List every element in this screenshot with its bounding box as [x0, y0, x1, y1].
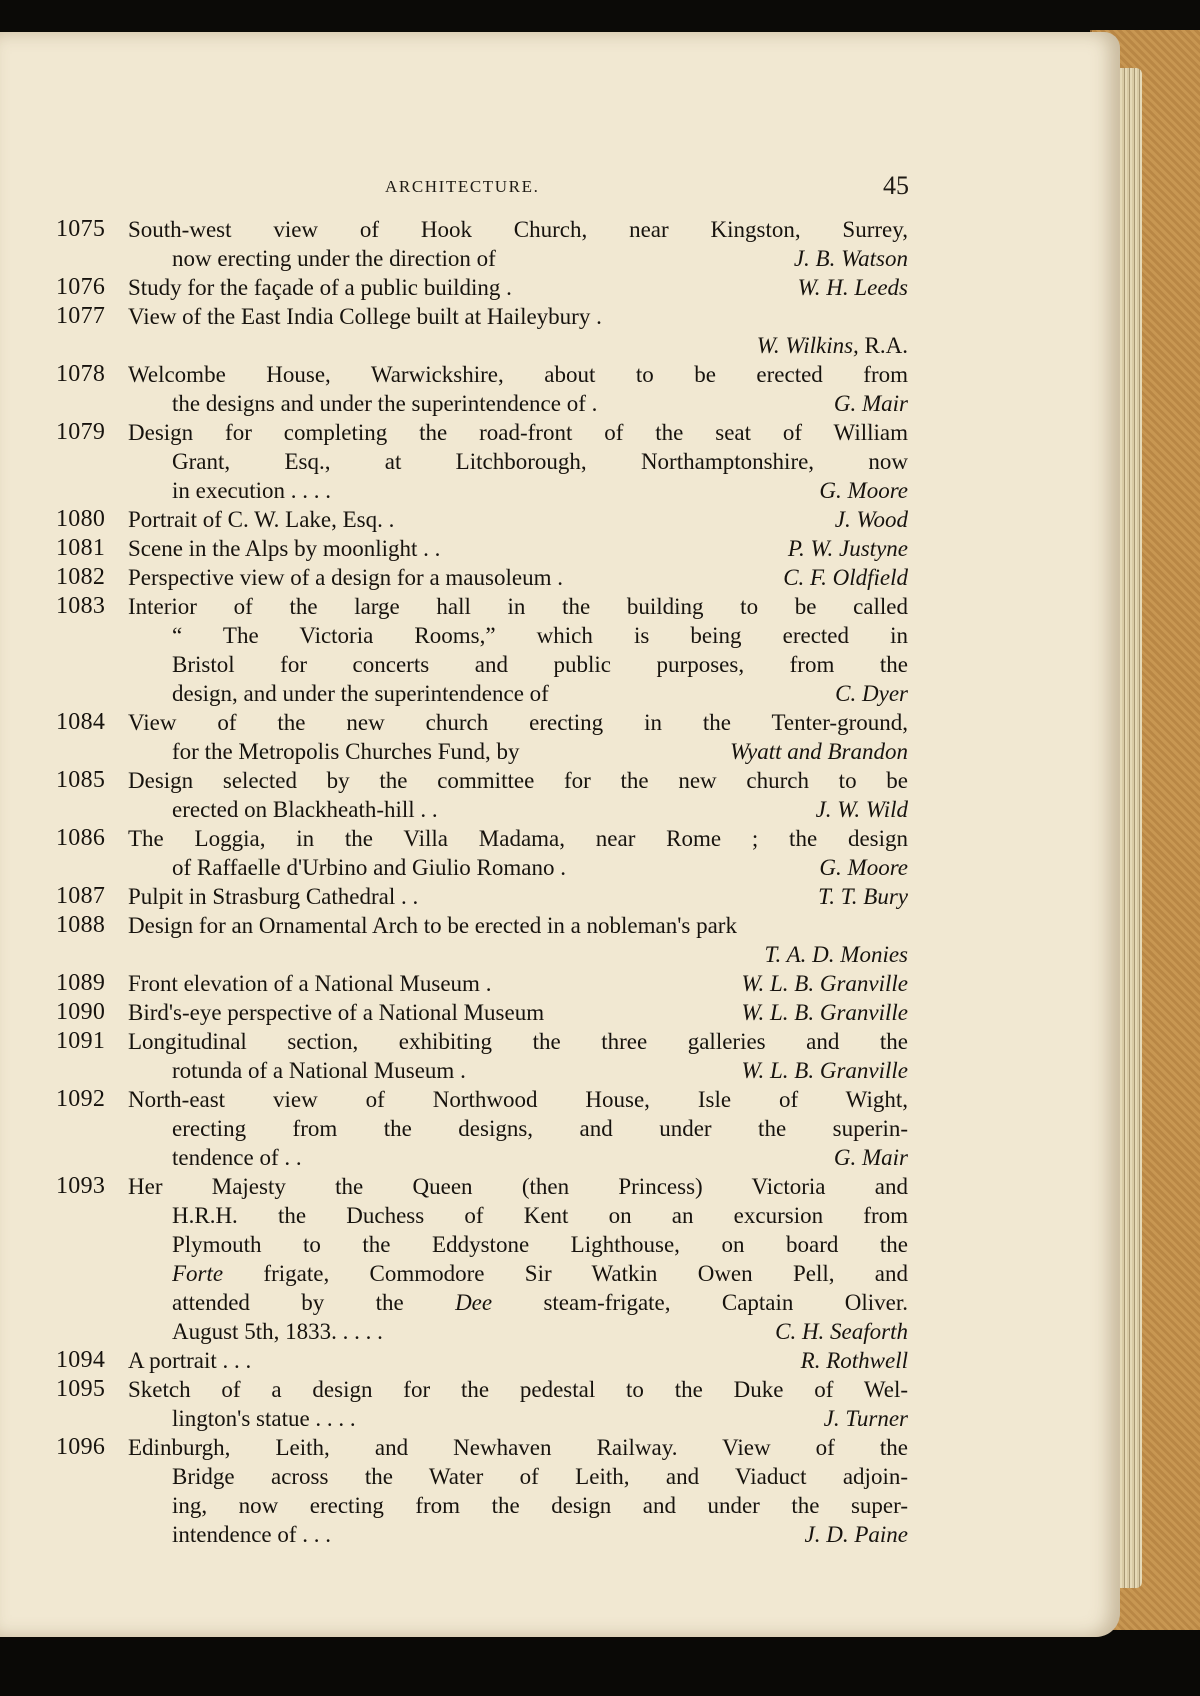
entry-text: tendence of . .	[172, 1145, 302, 1170]
entry-credit	[819, 853, 908, 882]
credit-name: J. Wood	[834, 507, 908, 532]
entry-text: the designs and under the superintendence of .	[172, 391, 598, 416]
entry-text: intendence of . . .	[172, 1522, 332, 1547]
entry-line	[172, 1317, 908, 1346]
entry-line	[172, 795, 908, 824]
entry-text: “ The Victoria Rooms,” which is being erected in	[172, 623, 908, 648]
catalogue-entry	[0, 534, 1120, 563]
entry-line	[128, 824, 908, 853]
entry-text: of Raffaelle d'Urbino and Giulio Romano .	[172, 855, 566, 880]
entry-line	[172, 1520, 908, 1549]
credit-name: J. D. Paine	[804, 1522, 908, 1547]
entry-credit	[818, 882, 908, 911]
entry-credit	[824, 1404, 908, 1433]
entry-text: ing, now erecting from the design and under the super-	[172, 1493, 908, 1518]
entry-line	[128, 1172, 908, 1201]
entry-credit	[757, 331, 908, 360]
entry-line	[128, 563, 908, 592]
entry-line	[128, 302, 908, 331]
catalogue-entry	[0, 882, 1120, 911]
catalogue-entry	[0, 592, 1120, 708]
entry-line	[128, 418, 908, 447]
entry-text: Scene in the Alps by moonlight . .	[128, 536, 441, 561]
entry-text: Study for the façade of a public building .	[128, 275, 512, 300]
entry-line	[128, 1027, 908, 1056]
entry-text: Forte frigate, Commodore Sir Watkin Owen Pell, and	[172, 1261, 908, 1286]
entry-text: Design selected by the committee for the new church to be	[128, 768, 908, 793]
credit-name: T. A. D. Monies	[764, 942, 908, 967]
entry-text: Her Majesty the Queen (then Princess) Victoria and	[128, 1174, 908, 1199]
entry-credit	[835, 505, 908, 534]
credit-name: C. F. Oldfield	[783, 565, 908, 590]
catalogue-entry	[0, 969, 1120, 998]
entry-line	[172, 853, 908, 882]
entry-text: View of the new church erecting in the Tenter-ground,	[128, 710, 908, 735]
entry-number: 1084	[56, 709, 106, 735]
entry-credit	[801, 1346, 908, 1375]
entry-line	[172, 476, 908, 505]
entry-number: 1077	[56, 303, 106, 329]
entry-line	[128, 969, 908, 998]
catalogue-entry	[0, 824, 1120, 882]
entry-number: 1093	[56, 1173, 106, 1199]
entry-text: Bridge across the Water of Leith, and Viaduct adjoin-	[172, 1464, 908, 1489]
entry-line	[128, 331, 908, 360]
entry-line	[172, 1491, 908, 1520]
catalogue-entry	[0, 505, 1120, 534]
credit-name: J. Turner	[823, 1406, 908, 1431]
entry-line	[128, 360, 908, 389]
entry-line	[172, 244, 908, 273]
catalogue-entry	[0, 1085, 1120, 1172]
entry-line	[172, 447, 908, 476]
credit-name: W. L. B. Granville	[741, 1000, 908, 1025]
entry-credit	[783, 563, 908, 592]
entry-credit	[741, 1056, 908, 1085]
entry-line	[172, 1462, 908, 1491]
entry-line	[172, 737, 908, 766]
entry-credit	[730, 737, 908, 766]
credit-name: G. Mair	[833, 391, 908, 416]
entry-line	[128, 1346, 908, 1375]
entry-credit	[816, 795, 908, 824]
entry-number: 1079	[56, 419, 106, 445]
entry-credit	[805, 1520, 908, 1549]
entry-line	[128, 1375, 908, 1404]
entry-line	[172, 1143, 908, 1172]
entry-number: 1090	[56, 999, 106, 1025]
entry-number: 1096	[56, 1434, 106, 1460]
credit-name: W. L. B. Granville	[741, 971, 908, 996]
catalogue-entry	[0, 1346, 1120, 1375]
entry-line	[128, 1433, 908, 1462]
running-head	[0, 171, 1120, 207]
catalogue-entry	[0, 1375, 1120, 1433]
entry-text: erected on Blackheath-hill . .	[172, 797, 438, 822]
entry-text: View of the East India College built at Haileybury .	[128, 304, 602, 329]
scan-background	[0, 0, 1200, 30]
entry-credit	[741, 998, 908, 1027]
entry-credit	[775, 1317, 908, 1346]
credit-name: T. T. Bury	[818, 884, 908, 909]
entry-line	[128, 998, 908, 1027]
entry-number: 1081	[56, 535, 106, 561]
entry-credit	[794, 244, 908, 273]
entry-line	[172, 1288, 908, 1317]
catalogue-entry	[0, 1027, 1120, 1085]
entry-text: in execution . . . .	[172, 478, 332, 503]
entry-line	[128, 505, 908, 534]
entry-line	[172, 1056, 908, 1085]
entry-credit	[819, 476, 908, 505]
catalogue-entry	[0, 708, 1120, 766]
entry-line	[128, 273, 908, 302]
entry-text: Longitudinal section, exhibiting the three galleries and the	[128, 1029, 908, 1054]
catalogue-entry	[0, 766, 1120, 824]
entry-line	[172, 1114, 908, 1143]
catalogue-entry	[0, 215, 1120, 273]
entry-credit	[834, 389, 908, 418]
entry-text: Edinburgh, Leith, and Newhaven Railway. View of the	[128, 1435, 908, 1460]
entry-number: 1089	[56, 970, 106, 996]
entry-number: 1087	[56, 883, 106, 909]
entry-text: design, and under the superintendence of	[172, 681, 549, 706]
catalogue-entry	[0, 418, 1120, 505]
entry-number: 1091	[56, 1028, 106, 1054]
credit-name: J. W. Wild	[815, 797, 908, 822]
credit-name: C. H. Seaforth	[775, 1319, 908, 1344]
credit-name: W. Wilkins,	[756, 333, 859, 358]
entry-text: Bird's-eye perspective of a National Museum	[128, 1000, 545, 1025]
catalogue-entry	[0, 911, 1120, 969]
entry-credit	[834, 1143, 908, 1172]
catalogue-entry	[0, 1433, 1120, 1549]
catalogue-entry	[0, 273, 1120, 302]
credit-name: G. Mair	[833, 1145, 908, 1170]
credit-name: P. W. Justyne	[787, 536, 908, 561]
entry-text: Design for completing the road-front of the seat of William	[128, 420, 908, 445]
entry-text: North-east view of Northwood House, Isle of Wight,	[128, 1087, 908, 1112]
entry-text: Perspective view of a design for a mausoleum .	[128, 565, 563, 590]
credit-name: G. Moore	[819, 478, 908, 503]
entry-credit	[835, 679, 908, 708]
entry-line	[172, 1404, 908, 1433]
entry-text: Pulpit in Strasburg Cathedral . .	[128, 884, 419, 909]
catalogue-entries	[0, 215, 1120, 1549]
entry-number: 1085	[56, 767, 106, 793]
credit-suffix: R.A.	[858, 333, 908, 358]
entry-line	[128, 592, 908, 621]
credit-name: W. L. B. Granville	[741, 1058, 908, 1083]
credit-name: W. H. Leeds	[797, 275, 908, 300]
entry-text: lington's statue . . . .	[172, 1406, 356, 1431]
entry-text: Front elevation of a National Museum .	[128, 971, 492, 996]
entry-line	[172, 389, 908, 418]
credit-name: R. Rothwell	[800, 1348, 908, 1373]
entry-number: 1075	[56, 216, 106, 242]
entry-line	[128, 882, 908, 911]
entry-line	[172, 650, 908, 679]
catalogue-entry	[0, 1172, 1120, 1346]
entry-text: erecting from the designs, and under the superin-	[172, 1116, 908, 1141]
entry-credit	[764, 940, 908, 969]
entry-text: attended by the Dee steam-frigate, Captain Oliver.	[172, 1290, 908, 1315]
page-number: 45	[883, 171, 909, 200]
catalogue-entry	[0, 563, 1120, 592]
entry-text: rotunda of a National Museum .	[172, 1058, 466, 1083]
entry-number: 1076	[56, 274, 106, 300]
entry-line	[172, 621, 908, 650]
entry-number: 1086	[56, 825, 106, 851]
entry-text: Portrait of C. W. Lake, Esq. .	[128, 507, 395, 532]
entry-text: Interior of the large hall in the building to be called	[128, 594, 908, 619]
entry-line	[128, 215, 908, 244]
entry-line	[172, 679, 908, 708]
entry-number: 1083	[56, 593, 106, 619]
entry-credit	[741, 969, 908, 998]
entry-line	[172, 1201, 908, 1230]
credit-name: C. Dyer	[835, 681, 908, 706]
catalogue-entry	[0, 360, 1120, 418]
entry-text: A portrait . . .	[128, 1348, 252, 1373]
entry-line	[172, 1259, 908, 1288]
entry-text: Bristol for concerts and public purposes, from the	[172, 652, 908, 677]
entry-number: 1094	[56, 1347, 106, 1373]
entry-number: 1080	[56, 506, 106, 532]
entry-text: Grant, Esq., at Litchborough, Northamptonshire, now	[172, 449, 908, 474]
entry-line	[128, 766, 908, 795]
section-title: ARCHITECTURE.	[385, 177, 540, 196]
entry-text: South-west view of Hook Church, near Kingston, Surrey,	[128, 217, 908, 242]
entry-text: The Loggia, in the Villa Madama, near Rome ; the design	[128, 826, 908, 851]
entry-number: 1088	[56, 912, 106, 938]
entry-number: 1078	[56, 361, 106, 387]
entry-number: 1092	[56, 1086, 106, 1112]
entry-text: August 5th, 1833. . . . .	[172, 1319, 383, 1344]
entry-text: Design for an Ornamental Arch to be erected in a nobleman's park	[128, 913, 737, 938]
entry-text: Welcombe House, Warwickshire, about to be erected from	[128, 362, 908, 387]
credit-name: G. Moore	[819, 855, 908, 880]
entry-text: H.R.H. the Duchess of Kent on an excursion from	[172, 1203, 908, 1228]
entry-line	[128, 708, 908, 737]
entry-line	[128, 534, 908, 563]
entry-text: now erecting under the direction of	[172, 246, 496, 271]
entry-line	[128, 940, 908, 969]
entry-credit	[788, 534, 908, 563]
catalogue-entry	[0, 998, 1120, 1027]
entry-number: 1082	[56, 564, 106, 590]
catalogue-entry	[0, 302, 1120, 360]
entry-text: Plymouth to the Eddystone Lighthouse, on board the	[172, 1232, 908, 1257]
credit-name: Wyatt and Brandon	[729, 739, 908, 764]
entry-line	[128, 1085, 908, 1114]
credit-name: J. B. Watson	[793, 246, 908, 271]
entry-text: for the Metropolis Churches Fund, by	[172, 739, 520, 764]
entry-credit	[798, 273, 908, 302]
entry-number: 1095	[56, 1376, 106, 1402]
book-page	[0, 32, 1120, 1637]
entry-line	[128, 911, 908, 940]
entry-text: Sketch of a design for the pedestal to the Duke of Wel-	[128, 1377, 908, 1402]
entry-line	[172, 1230, 908, 1259]
